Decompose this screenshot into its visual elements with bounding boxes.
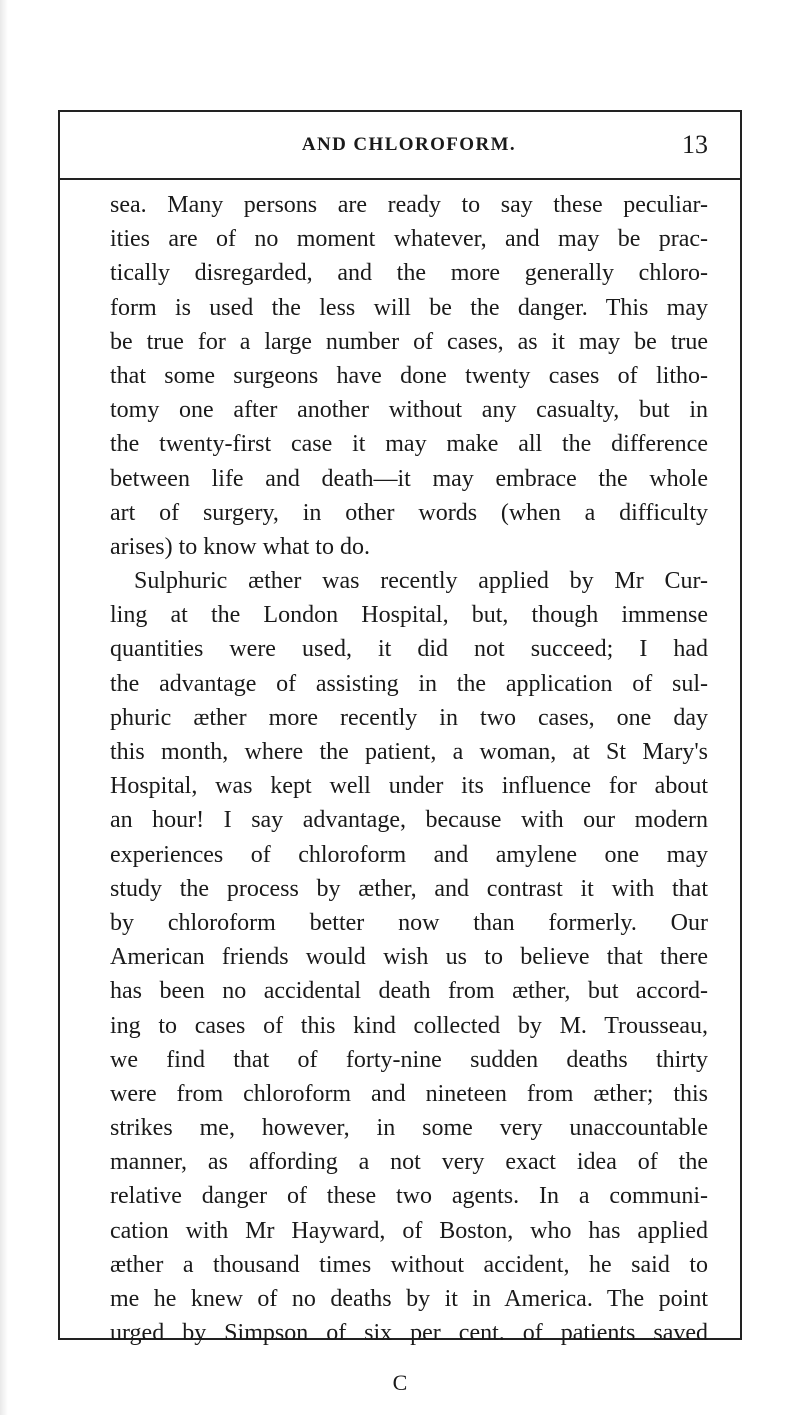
text-line: art of surgery, in other words (when a difficulty (110, 499, 708, 526)
text-line: æther a thousand times without accident, he said to (110, 1251, 708, 1278)
text-line: has been no accidental death from æther, but accord- (110, 978, 708, 1005)
text-line: study the process by æther, and contrast it with that (110, 875, 708, 902)
text-line: were from chloroform and nineteen from æther; this (110, 1080, 708, 1107)
text-line: arises) to know what to do. (110, 533, 370, 560)
running-title: AND CHLOROFORM. (301, 134, 517, 155)
text-line: that some surgeons have done twenty cases of litho- (110, 362, 708, 389)
text-line: ling at the London Hospital, but, though immense (110, 602, 708, 629)
text-line: an hour! I say advantage, because with our modern (110, 807, 708, 834)
text-line: quantities were used, it did not succeed; I had (110, 636, 708, 663)
body-text (110, 188, 708, 1350)
signature-mark: C (392, 1370, 408, 1395)
text-line: this month, where the patient, a woman, at St Mary's (110, 739, 708, 765)
paragraph-start: Sulphuric æther was recently applied by Mr Cur- (134, 568, 708, 595)
text-line: between life and death—it may embrace the whole (110, 465, 708, 492)
text-line: ing to cases of this kind collected by M. Trousseau, (110, 1012, 708, 1039)
page-number: 13 (682, 130, 708, 159)
text-line: sea. Many persons are ready to say these peculiar- (110, 192, 708, 218)
text-line: ities are of no moment whatever, and may be prac- (110, 226, 708, 253)
text-line: experiences of chloroform and amylene one may (110, 841, 708, 868)
text-line: phuric æther more recently in two cases, one day (110, 704, 708, 731)
text-line: the twenty-first case it may make all the difference (110, 431, 708, 458)
text-line: be true for a large number of cases, as it may be true (110, 328, 708, 355)
text-line: Hospital, was kept well under its influence for about (110, 773, 708, 800)
text-line: urged by Simpson of six per cent. of patients saved (110, 1320, 708, 1347)
text-line: cation with Mr Hayward, of Boston, who has applied (110, 1217, 708, 1244)
text-line: the advantage of assisting in the application of sul- (110, 670, 708, 697)
text-line: manner, as affording a not very exact idea of the (110, 1149, 708, 1176)
scan-edge-shadow (0, 0, 8, 1415)
text-line: form is used the less will be the danger. This may (110, 294, 708, 321)
text-line: by chloroform better now than formerly. Our (110, 909, 708, 936)
text-line: me he knew of no deaths by it in America. The point (110, 1286, 708, 1312)
text-line: tomy one after another without any casualty, but in (110, 397, 708, 424)
text-line: strikes me, however, in some very unaccountable (110, 1115, 708, 1142)
text-line: relative danger of these two agents. In a communi- (110, 1183, 708, 1210)
running-header (110, 130, 708, 164)
text-line: we find that of forty-nine sudden deaths thirty (110, 1046, 708, 1073)
header-rule (58, 178, 742, 180)
text-line: tically disregarded, and the more generally chloro- (110, 260, 708, 287)
text-line: American friends would wish us to believe that there (110, 944, 708, 971)
